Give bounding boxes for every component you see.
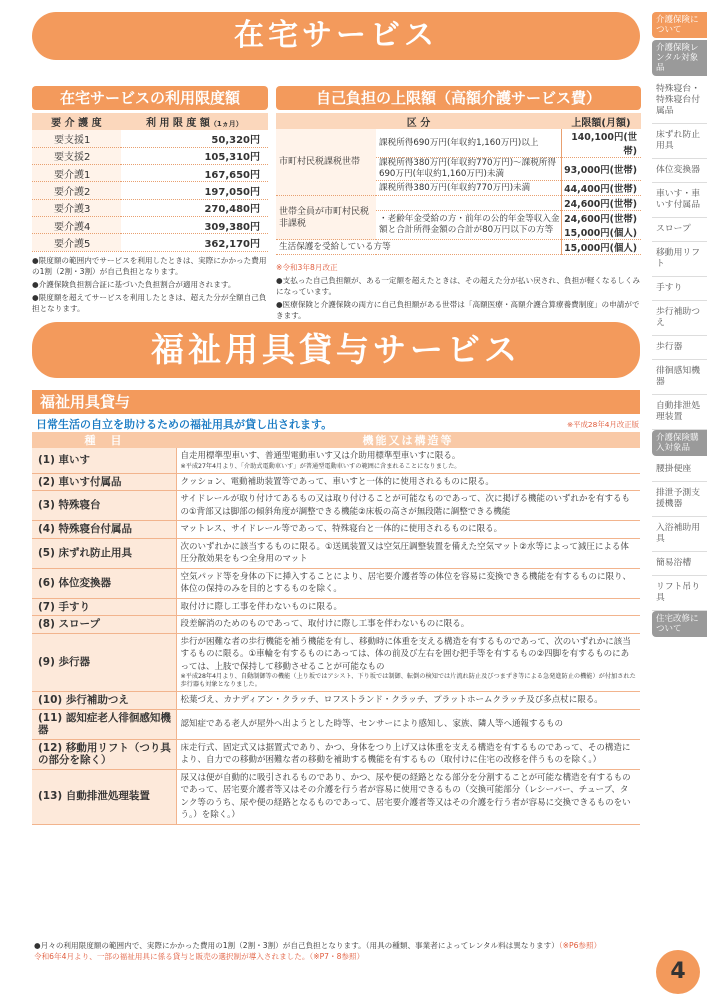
sidebar-item[interactable]: 自動排泄処理装置 [652, 395, 707, 430]
copay-section-title: 自己負担の上限額（高額介護サービス費） [276, 86, 641, 110]
limit-row [32, 216, 268, 233]
copay-cond: 課税所得690万円(年収約1,160万円)以上 [376, 129, 561, 158]
rental-row [32, 598, 640, 616]
rental-row [32, 568, 640, 598]
sidebar-item[interactable]: 車いす・車いす付属品 [652, 183, 707, 218]
rental-item-name: (2) 車いす付属品 [32, 473, 176, 491]
rental-item-desc: 床走行式、固定式又は据置式であり、かつ、身体をつり上げ又は体重を支える構造を有するものであって、その構造により、自力での移動が困難な者の移動を補助する機能を有するもの（取付けに住宅の改修を伴うものを除く。） [176, 739, 640, 769]
rental-item-desc: 歩行が困難な者の歩行機能を補う機能を有し、移動時に体重を支える構造を有するものであって、次のいずれかに該当するものに限る。①車輪を有するものにあっては、体の前及び左右を囲む把手等を有するもの②四脚を有するものにあっては、上肢で保持して移動させることが可能なもの ※平成28年4月より、自動制御等の機能（上り坂ではアシスト、下り坂では制御、転倒の検知では片流れ防止及びつまずき等による急発進防止の機能）が付加された歩行器も対象となりました。 [176, 633, 640, 692]
rental-item-name: (6) 体位変換器 [32, 568, 176, 598]
copay-note: ●医療保険と介護保険の両方に自己負担額がある世帯は「高額医療・高額介護合算療養費制度」の申請ができます。 [276, 300, 640, 320]
rental-item-name: (7) 手すり [32, 598, 176, 616]
group-nontaxed: 世帯全員が市町村民税非課税 [276, 196, 376, 240]
col-amount: 利 用 限 度 額（1ヵ月） [121, 113, 268, 130]
rental-item-name: (10) 歩行補助つえ [32, 692, 176, 710]
col-function: 機能又は構造等 [176, 432, 640, 448]
rental-item-name: (5) 床ずれ防止用具 [32, 538, 176, 568]
limit-row [32, 234, 268, 251]
copay-amount: 24,600円(世帯) [561, 196, 641, 211]
sidebar-item[interactable]: 歩行補助つえ [652, 301, 707, 336]
footer-ref: （※P6参照） [558, 941, 602, 950]
sidebar-nav [652, 12, 707, 639]
limit-note: ●限度額の範囲内でサービスを利用したときは、実際にかかった費用の1割（2割・3割）が自己負担となります。 [32, 256, 267, 276]
rental-row [32, 709, 640, 739]
rental-row [32, 521, 640, 539]
limit-level: 要介護5 [32, 234, 121, 251]
rental-item-desc: 松葉づえ、カナディアン・クラッチ、ロフストランド・クラッチ、プラットホームクラッチ及び多点杖に限る。 [176, 692, 640, 710]
limit-row [32, 147, 268, 164]
sidebar-item[interactable]: 排泄予測支援機器 [652, 482, 707, 517]
home-service-banner: 在宅サービス [32, 12, 640, 60]
sidebar-item[interactable]: 移動用リフト [652, 242, 707, 277]
limit-amount: 167,650円 [121, 165, 268, 182]
rental-row [32, 448, 640, 473]
limit-amount: 362,170円 [121, 234, 268, 251]
col-class: 区 分 [276, 113, 561, 129]
rental-note: ※平成28年4月より、自動制御等の機能（上り坂ではアシスト、下り坂では制御、転倒の検知では片流れ防止及びつまずき等による急発進防止の機能）が付加された歩行器も対象となりました。 [180, 673, 636, 688]
limit-level: 要支援2 [32, 147, 121, 164]
rental-row [32, 616, 640, 634]
sidebar-item[interactable]: 体位変換器 [652, 159, 707, 183]
copay-amount: 93,000円(世帯) [561, 158, 641, 181]
limit-amount: 50,320円 [121, 130, 268, 147]
rental-item-name: (13) 自動排泄処理装置 [32, 769, 176, 824]
sidebar-item[interactable]: 床ずれ防止用具 [652, 124, 707, 159]
sidebar-cat-about[interactable]: 介護保険について [652, 12, 707, 38]
rental-item-desc: 尿又は便が自動的に吸引されるものであり、かつ、尿や便の経路となる部分を分割することが可能な構造を有するものであって、居宅要介護者等又はその介護を行う者が容易に使用できるもの（交換可能部分（レシーバー、チューブ、タンク等のうち、尿や便の経路となるものであって、居宅要介護者等又はその介護を行う者が容易に交換できるものをいう。）を除く。） [176, 769, 640, 824]
rental-item-name: (12) 移動用リフト（つり具の部分を除く） [32, 739, 176, 769]
rental-row [32, 491, 640, 521]
limit-section-title: 在宅サービスの利用限度額 [32, 86, 268, 110]
limit-level: 要介護3 [32, 199, 121, 216]
limit-row [32, 182, 268, 199]
rental-item-desc: 認知症である老人が屋外へ出ようとした時等、センサーにより感知し、家族、隣人等へ通報するもの [176, 709, 640, 739]
rental-table [32, 432, 640, 825]
col-limit: 上限額(月額) [561, 113, 641, 129]
sidebar-item[interactable]: 簡易浴槽 [652, 552, 707, 576]
limit-table [32, 113, 268, 252]
rental-row [32, 692, 640, 710]
rental-row [32, 739, 640, 769]
copay-cond: ・老齢年金受給の方・前年の公的年金等収入金額と合計所得金額の合計が80万円以下の方等 [376, 211, 561, 240]
copay-amount: 15,000円(個人) [561, 240, 641, 255]
rental-item-desc: 空気パッド等を身体の下に挿入することにより、居宅要介護者等の体位を容易に変換できる機能を有するものに限り、体位の保持のみを目的とするものを除く。 [176, 568, 640, 598]
rental-revision: ※平成28年4月改正版 [566, 420, 639, 429]
rental-item-name: (9) 歩行器 [32, 633, 176, 692]
rental-lead: 日常生活の自立を助けるための福祉用具が貸し出されます。 [36, 418, 333, 431]
footer-line: 令和6年4月より、一部の福祉用具に係る貸与と販売の選択制が導入されました。（※P7・8参照） [34, 952, 365, 961]
limit-level: 要介護4 [32, 216, 121, 233]
rental-item-name: (8) スロープ [32, 616, 176, 634]
sidebar-item[interactable]: 手すり [652, 277, 707, 301]
rental-item-desc: クッション、電動補助装置等であって、車いすと一体的に使用されるものに限る。 [176, 473, 640, 491]
limit-amount: 105,310円 [121, 147, 268, 164]
copay-note: ●支払った自己負担額が、ある一定額を超えたときは、その超えた分が払い戻され、負担が軽くなるしくみになっています。 [276, 276, 640, 296]
rental-item-name: (3) 特殊寝台 [32, 491, 176, 521]
rental-item-desc: 取付けに際し工事を伴わないものに限る。 [176, 598, 640, 616]
limit-row [32, 199, 268, 216]
copay-amount: 140,100円(世帯) [561, 129, 641, 158]
copay-cond: 生活保護を受給している方等 [276, 240, 561, 255]
rental-item-name: (11) 認知症老人徘徊感知機器 [32, 709, 176, 739]
rental-item-desc: 自走用標準型車いす、普通型電動車いす又は介助用標準型車いすに限る。 ※平成27年4月より、「介助式電動車いす」が普通型電動車いすの範囲に含まれることになりました。 [176, 448, 640, 473]
sidebar-item[interactable]: 徘徊感知機器 [652, 360, 707, 395]
sidebar-cat-purchase[interactable]: 介護保険購入対象品 [652, 430, 707, 456]
copay-notes [276, 262, 642, 323]
sidebar-cat-rental[interactable]: 介護保険レンタル対象品 [652, 40, 707, 76]
sidebar-item[interactable]: 歩行器 [652, 336, 707, 360]
rental-row [32, 769, 640, 824]
limit-level: 要介護1 [32, 165, 121, 182]
limit-level: 要介護2 [32, 182, 121, 199]
limit-row [32, 165, 268, 182]
limit-level: 要支援1 [32, 130, 121, 147]
copay-revision: ※令和3年8月改正 [276, 263, 338, 272]
copay-cond: 課税所得380万円(年収約770万円)～課税所得690万円(年収約1,160万円)未満 [376, 158, 561, 181]
rental-service-banner: 福祉用具貸与サービス [32, 322, 640, 378]
rental-note: ※平成27年4月より、「介助式電動車いす」が普通型電動車いすの範囲に含まれることになりました。 [180, 462, 461, 470]
sidebar-item[interactable]: 腰掛便座 [652, 458, 707, 482]
limit-note: ●限度額を超えてサービスを利用したときは、超えた分が全額自己負担となります。 [32, 293, 267, 313]
copay-amount: 44,400円(世帯) [561, 181, 641, 196]
sidebar-item[interactable]: リフト吊り具 [652, 576, 707, 611]
limit-amount: 270,480円 [121, 199, 268, 216]
sidebar-item[interactable]: 入浴補助用具 [652, 517, 707, 552]
sidebar-cat-renovation[interactable]: 住宅改修について [652, 611, 707, 637]
page-number: 4 [656, 950, 700, 994]
copay-cond: 課税所得380万円(年収約770万円)未満 [376, 181, 561, 196]
limit-row [32, 130, 268, 147]
sidebar-item[interactable]: スロープ [652, 218, 707, 242]
footer-line: ●月々の利用限度額の範囲内で、実際にかかった費用の1割（2割・3割）が自己負担となります。（用具の種類、事業者によってレンタル料は異なります） [34, 941, 559, 950]
rental-row [32, 538, 640, 568]
rental-row [32, 633, 640, 692]
rental-item-name: (1) 車いす [32, 448, 176, 473]
copay-amount: 24,600円(世帯) 15,000円(個人) [561, 211, 641, 240]
sidebar-item[interactable]: 特殊寝台・特殊寝台付属品 [652, 78, 707, 124]
footer-notes [34, 940, 634, 962]
rental-item-name: (4) 特殊寝台付属品 [32, 521, 176, 539]
rental-header: 福祉用具貸与 [32, 390, 640, 414]
limit-notes [32, 255, 270, 316]
rental-row [32, 473, 640, 491]
group-taxed: 市町村民税課税世帯 [276, 129, 376, 196]
col-level: 要 介 護 度 [32, 113, 121, 130]
copay-table [276, 113, 641, 255]
rental-item-desc: 段差解消のためのものであって、取付けに際し工事を伴わないものに限る。 [176, 616, 640, 634]
rental-item-desc: 次のいずれかに該当するものに限る。①送風装置又は空気圧調整装置を備えた空気マット②水等によって減圧による体圧分散効果をもつ全身用のマット [176, 538, 640, 568]
rental-item-desc: マットレス、サイドレール等であって、特殊寝台と一体的に使用されるものに限る。 [176, 521, 640, 539]
rental-item-desc: サイドレールが取り付けてあるもの又は取り付けることが可能なものであって、次に掲げる機能のいずれかを有するもの①背部又は脚部の傾斜角度が調整できる機能②床板の高さが無段階に調整できる機能 [176, 491, 640, 521]
col-item: 種 目 [32, 432, 176, 448]
limit-amount: 309,380円 [121, 216, 268, 233]
limit-note: ●介護保険負担割合証に基づいた負担割合が適用されます。 [32, 280, 236, 289]
limit-amount: 197,050円 [121, 182, 268, 199]
